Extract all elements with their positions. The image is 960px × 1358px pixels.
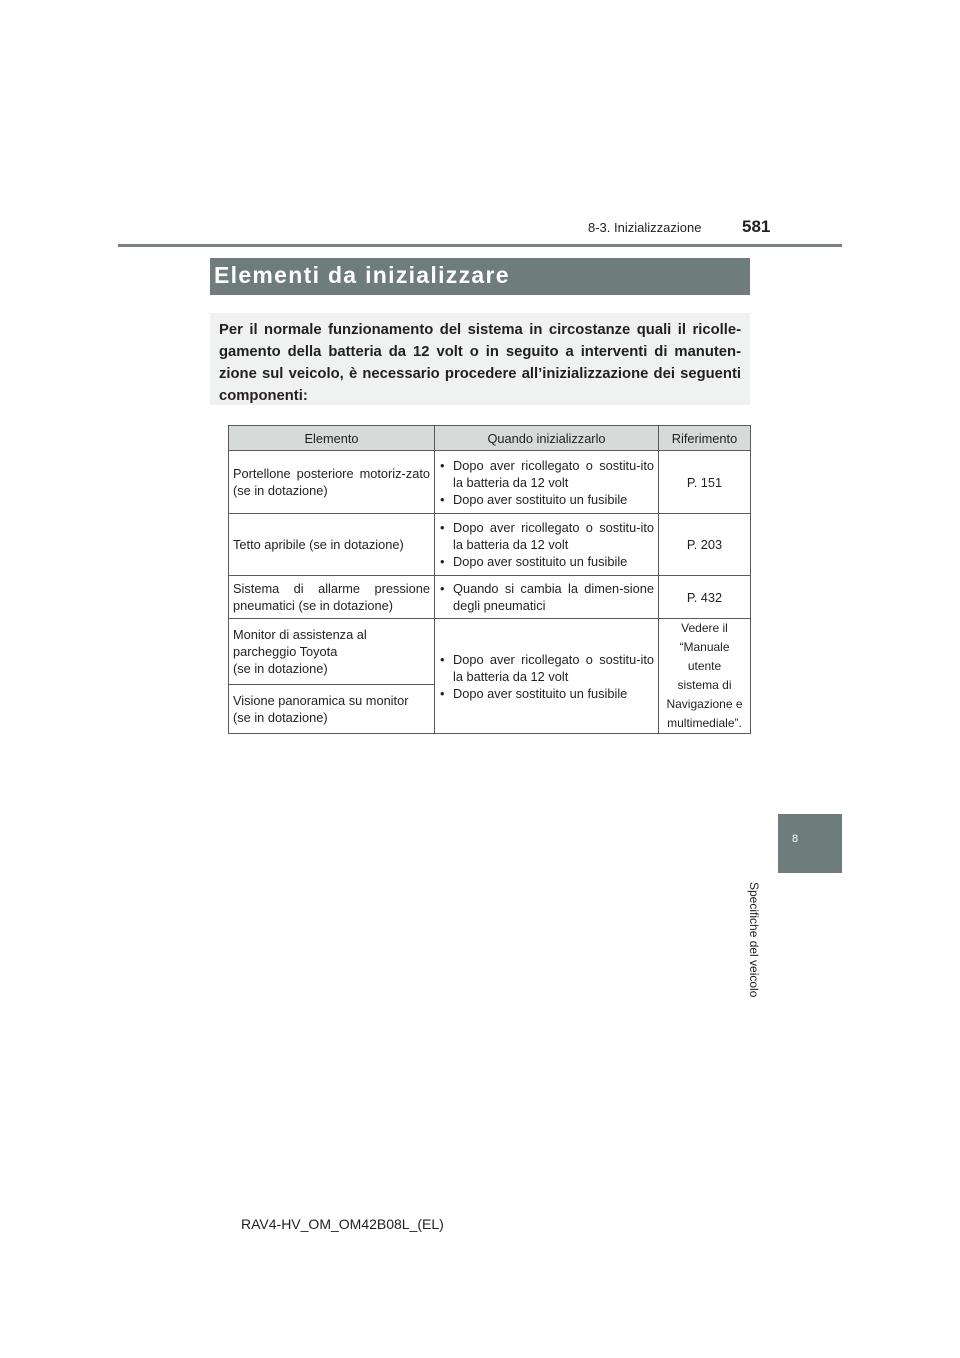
list-item: • Dopo aver ricollegato o sostitu-ito la batteria da 12 volt	[439, 651, 654, 685]
chapter-label: Specifiche del veicolo	[747, 882, 761, 998]
table-row	[229, 451, 751, 514]
intro-text: Per il normale funzionamento del sistema in circostanze quali il ricolle-gamento della batteria da 12 volt o in seguito a interventi di manuten-zione sul veicolo, è necessario procedere all’inizializzazione dei seguenti componenti:	[219, 322, 741, 404]
initialization-table	[228, 425, 751, 734]
element-cell	[229, 619, 435, 685]
when-cell	[435, 514, 659, 576]
reference-cell: P. 203	[659, 514, 751, 576]
table-row	[229, 514, 751, 576]
element-cell: Sistema di allarme pressione pneumatici (se in dotazione)	[229, 576, 435, 619]
table-row	[229, 576, 751, 619]
reference-line: Navigazione e	[666, 697, 743, 711]
when-cell	[435, 619, 659, 734]
reference-line: utente	[687, 659, 722, 673]
chapter-tab	[778, 814, 842, 873]
table-row	[229, 619, 751, 685]
reference-cell: P. 151	[659, 451, 751, 514]
reference-line: Vedere il	[681, 621, 728, 635]
section-header: 8-3. Inizializzazione	[588, 220, 702, 235]
element-cell	[229, 685, 435, 734]
section-title: Elementi da inizializzare	[214, 262, 510, 288]
element-line: Visione panoramica su monitor	[233, 693, 409, 709]
column-header: Quando inizializzarlo	[435, 426, 659, 451]
when-cell	[435, 451, 659, 514]
element-cell: Tetto apribile (se in dotazione)	[229, 514, 435, 576]
page-number: 581	[742, 217, 771, 236]
column-header: Elemento	[229, 426, 435, 451]
element-line: (se in dotazione)	[233, 710, 328, 726]
reference-line: sistema di	[677, 678, 732, 692]
reference-cell: P. 432	[659, 576, 751, 619]
list-item: • Dopo aver ricollegato o sostitu-ito la batteria da 12 volt	[439, 519, 654, 553]
document-code: RAV4-HV_OM_OM42B08L_(EL)	[241, 1216, 444, 1232]
table-header-row	[229, 426, 751, 451]
header-rule	[118, 244, 842, 247]
reference-line: “Manuale	[679, 640, 730, 654]
reference-line: multimediale”.	[667, 716, 742, 730]
chapter-number: 8	[792, 833, 799, 845]
list-item: • Dopo aver sostituito un fusibile	[439, 491, 654, 508]
intro-box	[210, 313, 750, 405]
element-line: (se in dotazione)	[233, 661, 328, 677]
element-line: Monitor di assistenza al	[233, 627, 367, 643]
reference-cell	[659, 619, 751, 734]
list-item: • Dopo aver sostituito un fusibile	[439, 685, 654, 702]
list-item: • Dopo aver sostituito un fusibile	[439, 553, 654, 570]
column-header: Riferimento	[659, 426, 751, 451]
element-cell: Portellone posteriore motoriz-zato (se in dotazione)	[229, 451, 435, 514]
list-item: • Dopo aver ricollegato o sostitu-ito la batteria da 12 volt	[439, 457, 654, 491]
list-item: • Quando si cambia la dimen-sione degli pneumatici	[439, 580, 654, 614]
when-cell	[435, 576, 659, 619]
element-line: parcheggio Toyota	[233, 644, 338, 660]
section-title-bar	[210, 258, 750, 295]
